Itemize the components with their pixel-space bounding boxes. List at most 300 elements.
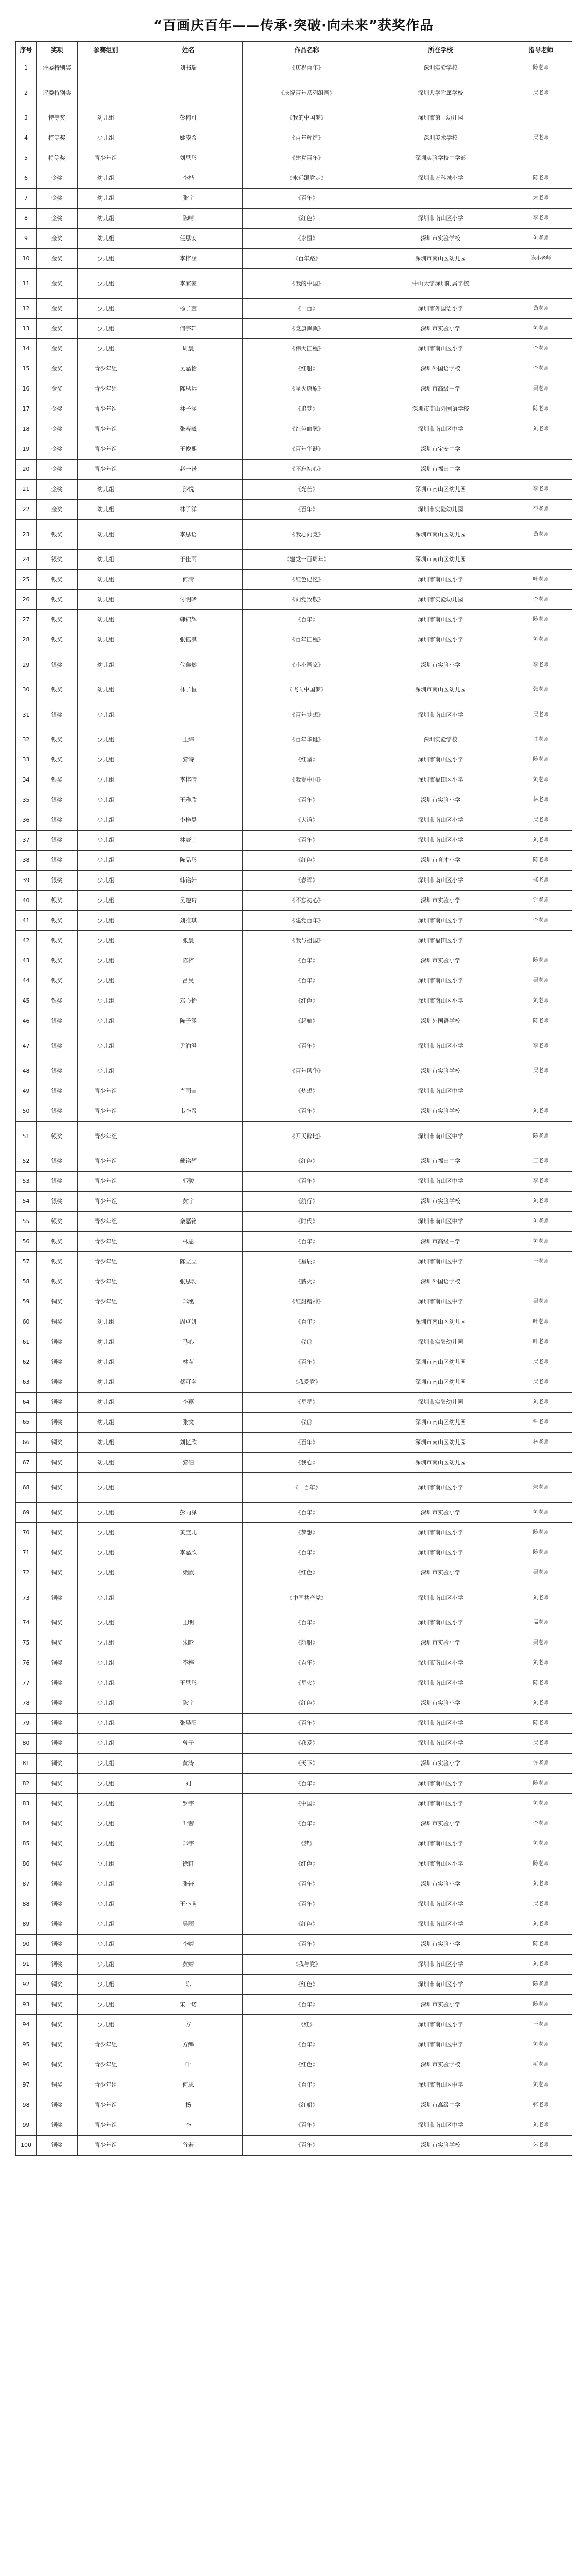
table-row	[16, 1252, 572, 1272]
cell-award: 铜奖	[37, 1714, 78, 1734]
cell-school: 深圳市南山区幼儿园	[371, 1372, 510, 1393]
cell-school: 深圳市南山外国语学校	[371, 399, 510, 419]
cell-award: 银奖	[37, 810, 78, 831]
cell-name: 吕昊	[134, 971, 243, 991]
cell-award: 银奖	[37, 630, 78, 650]
cell-index: 58	[16, 1272, 37, 1292]
cell-index: 84	[16, 1814, 37, 1834]
cell-group: 少儿组	[78, 971, 134, 991]
table-row	[16, 1232, 572, 1252]
table-row	[16, 128, 572, 148]
cell-index: 23	[16, 520, 37, 550]
cell-award: 铜奖	[37, 1653, 78, 1673]
cell-work: 《百年》	[243, 2035, 371, 2055]
cell-name: 戴铭辉	[134, 1151, 243, 1172]
cell-school: 深圳市实验幼儿园	[371, 1393, 510, 1413]
cell-name: 王炜	[134, 730, 243, 750]
cell-work: 《红色》	[243, 2055, 371, 2075]
cell-award: 金奖	[37, 419, 78, 439]
cell-teacher: 陈老师	[510, 399, 572, 419]
cell-school: 深圳市南山区小学	[371, 1543, 510, 1563]
cell-index: 29	[16, 650, 37, 680]
cell-school: 深圳市南山区小学	[371, 570, 510, 590]
cell-teacher: 刘老师	[510, 770, 572, 790]
cell-group: 青少年组	[78, 359, 134, 379]
cell-name: 张若曦	[134, 419, 243, 439]
cell-index: 38	[16, 851, 37, 871]
cell-teacher: 刘老师	[510, 1583, 572, 1613]
cell-group: 青少年组	[78, 1081, 134, 1101]
cell-work: 《伟大征程》	[243, 339, 371, 359]
table-row	[16, 1172, 572, 1192]
cell-award: 银奖	[37, 570, 78, 590]
cell-work: 《百年》	[243, 1031, 371, 1061]
cell-school: 深圳市南山区小学	[371, 630, 510, 650]
cell-group: 少儿组	[78, 1653, 134, 1673]
cell-school: 深圳市南山区中学	[371, 2035, 510, 2055]
cell-teacher: 叶老师	[510, 1312, 572, 1332]
cell-index: 1	[16, 58, 37, 78]
cell-award: 银奖	[37, 1192, 78, 1212]
cell-teacher: 陈老师	[510, 1714, 572, 1734]
table-row	[16, 439, 572, 460]
table-row	[16, 1212, 572, 1232]
table-row	[16, 1503, 572, 1523]
cell-school: 深圳市南山区幼儿园	[371, 1352, 510, 1372]
cell-name: 陈晴	[134, 209, 243, 229]
cell-school: 深圳市外国语小学	[371, 299, 510, 319]
cell-school: 深圳市南山区幼儿园	[371, 249, 510, 269]
cell-name: 韩铭轩	[134, 871, 243, 891]
table-header-row	[16, 42, 572, 58]
cell-award: 银奖	[37, 831, 78, 851]
cell-work: 《薪火》	[243, 1272, 371, 1292]
cell-index: 49	[16, 1081, 37, 1101]
cell-name: 李婷	[134, 1935, 243, 1955]
table-row	[16, 831, 572, 851]
cell-award: 银奖	[37, 750, 78, 770]
cell-teacher: 刘老师	[510, 1955, 572, 1975]
cell-group: 少儿组	[78, 1754, 134, 1774]
cell-award: 铜奖	[37, 1935, 78, 1955]
table-row	[16, 851, 572, 871]
table-row	[16, 1734, 572, 1754]
cell-name: 宋一诺	[134, 1995, 243, 2015]
cell-index: 94	[16, 2015, 37, 2035]
cell-group: 幼儿组	[78, 1352, 134, 1372]
cell-index: 22	[16, 500, 37, 520]
cell-work: 《飞向中国梦》	[243, 680, 371, 700]
cell-teacher: 林老师	[510, 790, 572, 810]
cell-index: 82	[16, 1774, 37, 1794]
cell-index: 85	[16, 1834, 37, 1854]
table-row	[16, 1955, 572, 1975]
cell-index: 32	[16, 730, 37, 750]
table-row	[16, 1995, 572, 2015]
cell-index: 30	[16, 680, 37, 700]
cell-group: 少儿组	[78, 770, 134, 790]
cell-group: 幼儿组	[78, 520, 134, 550]
cell-index: 45	[16, 991, 37, 1011]
table-row	[16, 2095, 572, 2115]
cell-teacher: 刘老师	[510, 1192, 572, 1212]
cell-name: 李家豪	[134, 269, 243, 299]
cell-work: 《百年路》	[243, 249, 371, 269]
table-row	[16, 1101, 572, 1122]
cell-name: 尹泊澄	[134, 1031, 243, 1061]
cell-name: 郑宇	[134, 1834, 243, 1854]
cell-award: 铜奖	[37, 1292, 78, 1312]
cell-group: 青少年组	[78, 2035, 134, 2055]
cell-name: 张思勃	[134, 1272, 243, 1292]
cell-group: 少儿组	[78, 1543, 134, 1563]
cell-work: 《百年》	[243, 1433, 371, 1453]
cell-award: 铜奖	[37, 1473, 78, 1503]
table-row	[16, 1935, 572, 1955]
cell-award: 金奖	[37, 229, 78, 249]
cell-school: 深圳市南山区小学	[371, 1613, 510, 1633]
cell-work: 《百年梦想》	[243, 700, 371, 730]
cell-name: 代鑫然	[134, 650, 243, 680]
cell-name: 王明	[134, 1613, 243, 1633]
cell-school: 深圳市南山区小学	[371, 1734, 510, 1754]
cell-group: 少儿组	[78, 299, 134, 319]
cell-work: 《红星》	[243, 750, 371, 770]
cell-index: 100	[16, 2136, 37, 2156]
page-title: “百画庆百年——传承·突破·向未来”获奖作品	[153, 18, 434, 33]
cell-teacher: 陈老师	[510, 168, 572, 189]
cell-school: 深圳市实验小学	[371, 951, 510, 971]
cell-school: 深圳市实验小学	[371, 1693, 510, 1714]
cell-name: 陈梓	[134, 951, 243, 971]
cell-index: 40	[16, 891, 37, 911]
cell-award: 银奖	[37, 1252, 78, 1272]
cell-work: 《红色》	[243, 851, 371, 871]
cell-index: 28	[16, 630, 37, 650]
cell-teacher	[510, 1272, 572, 1292]
cell-name: 何清	[134, 570, 243, 590]
cell-group: 少儿组	[78, 1061, 134, 1081]
cell-work: 《一百》	[243, 299, 371, 319]
cell-work: 《百年》	[243, 831, 371, 851]
cell-award: 特等奖	[37, 148, 78, 168]
cell-group: 少儿组	[78, 269, 134, 299]
cell-name: 邓心怡	[134, 991, 243, 1011]
cell-work: 《百年》	[243, 1995, 371, 2015]
cell-work: 《红色》	[243, 1914, 371, 1935]
table-row	[16, 1433, 572, 1453]
cell-name: 任思安	[134, 229, 243, 249]
cell-group: 幼儿组	[78, 1413, 134, 1433]
table-row	[16, 2075, 572, 2095]
cell-school: 深圳市南山区幼儿园	[371, 1413, 510, 1433]
cell-index: 26	[16, 590, 37, 610]
cell-index: 47	[16, 1031, 37, 1061]
table-row	[16, 570, 572, 590]
cell-teacher: 李老师	[510, 590, 572, 610]
cell-award: 银奖	[37, 790, 78, 810]
cell-index: 15	[16, 359, 37, 379]
cell-teacher: 吴老师	[510, 1734, 572, 1754]
cell-index: 98	[16, 2095, 37, 2115]
cell-name: 黄宝儿	[134, 1523, 243, 1543]
cell-school: 深圳市南山区中学	[371, 1172, 510, 1192]
cell-teacher: 李老师	[510, 650, 572, 680]
table-body	[16, 58, 572, 2156]
cell-school: 深圳市南山区小学	[371, 1834, 510, 1854]
cell-name: 徐轩	[134, 1854, 243, 1874]
cell-award: 银奖	[37, 1151, 78, 1172]
cell-group: 少儿组	[78, 1714, 134, 1734]
cell-name: 李梓晴	[134, 770, 243, 790]
table-row	[16, 1292, 572, 1312]
cell-index: 43	[16, 951, 37, 971]
table-row	[16, 1874, 572, 1894]
cell-work: 《百年》	[243, 500, 371, 520]
cell-teacher	[510, 269, 572, 299]
cell-work: 《红船精神》	[243, 1292, 371, 1312]
table-row	[16, 810, 572, 831]
cell-group: 少儿组	[78, 339, 134, 359]
cell-award: 铜奖	[37, 2055, 78, 2075]
cell-group: 少儿组	[78, 851, 134, 871]
cell-school: 中山大学深圳附属学校	[371, 269, 510, 299]
table-row	[16, 951, 572, 971]
table-row	[16, 931, 572, 951]
cell-award: 银奖	[37, 1081, 78, 1101]
cell-teacher: 陈老师	[510, 1122, 572, 1151]
cell-award: 金奖	[37, 319, 78, 339]
cell-school: 深圳市宝安中学	[371, 439, 510, 460]
cell-name: 于佳雨	[134, 550, 243, 570]
cell-index: 65	[16, 1413, 37, 1433]
table-row	[16, 630, 572, 650]
cell-index: 86	[16, 1854, 37, 1874]
cell-name: 陈子涵	[134, 1011, 243, 1031]
cell-school: 深圳市南山区小学	[371, 1975, 510, 1995]
cell-group: 少儿组	[78, 1473, 134, 1503]
cell-teacher	[510, 1081, 572, 1101]
cell-name: 李嘉欣	[134, 1543, 243, 1563]
cell-group: 青少年组	[78, 419, 134, 439]
cell-award: 铜奖	[37, 1673, 78, 1693]
cell-teacher: 陈老师	[510, 610, 572, 630]
table-row	[16, 790, 572, 810]
cell-work: 《我心向党》	[243, 520, 371, 550]
cell-award: 银奖	[37, 911, 78, 931]
cell-name: 罗宇	[134, 1794, 243, 1814]
cell-name: 吴雨	[134, 1914, 243, 1935]
cell-name: 张轩	[134, 1874, 243, 1894]
cell-name: 韦李希	[134, 1101, 243, 1122]
cell-award: 铜奖	[37, 1453, 78, 1473]
cell-group: 青少年组	[78, 460, 134, 480]
table-row	[16, 1122, 572, 1151]
cell-name: 彭柯可	[134, 108, 243, 128]
cell-teacher: 李老师	[510, 1031, 572, 1061]
cell-index: 81	[16, 1754, 37, 1774]
cell-work: 《红色》	[243, 1975, 371, 1995]
table-row	[16, 460, 572, 480]
cell-group: 幼儿组	[78, 1372, 134, 1393]
cell-school	[371, 189, 510, 209]
cell-award: 铜奖	[37, 1332, 78, 1352]
table-row	[16, 1754, 572, 1774]
cell-group: 青少年组	[78, 2136, 134, 2156]
cell-school: 深圳市实验学校	[371, 1061, 510, 1081]
header-name: 姓名	[134, 42, 243, 58]
table-row	[16, 520, 572, 550]
cell-school: 深圳市南山区中学	[371, 1081, 510, 1101]
cell-award: 铜奖	[37, 1693, 78, 1714]
cell-name: 付明晞	[134, 590, 243, 610]
table-row	[16, 1774, 572, 1794]
cell-award: 铜奖	[37, 1433, 78, 1453]
cell-award: 铜奖	[37, 1774, 78, 1794]
table-row	[16, 339, 572, 359]
cell-index: 97	[16, 2075, 37, 2095]
cell-award: 银奖	[37, 730, 78, 750]
cell-work: 《红》	[243, 2015, 371, 2035]
cell-award: 金奖	[37, 399, 78, 419]
cell-award: 特等奖	[37, 108, 78, 128]
cell-teacher: 陈老师	[510, 1543, 572, 1563]
cell-index: 4	[16, 128, 37, 148]
cell-name: 刘书瑞	[134, 58, 243, 78]
cell-school: 深圳外国语学校	[371, 1011, 510, 1031]
cell-group: 少儿组	[78, 991, 134, 1011]
cell-work: 《百年》	[243, 1935, 371, 1955]
cell-index: 80	[16, 1734, 37, 1754]
cell-teacher: 刘老师	[510, 2115, 572, 2136]
cell-name: 方鳞	[134, 2035, 243, 2055]
cell-group: 幼儿组	[78, 1332, 134, 1352]
cell-index: 64	[16, 1393, 37, 1413]
cell-school: 深圳市实验学校	[371, 2136, 510, 2156]
cell-work: 《光芒》	[243, 480, 371, 500]
table-row	[16, 590, 572, 610]
cell-teacher: 刘老师	[510, 2035, 572, 2055]
cell-teacher: 陈老师	[510, 1995, 572, 2015]
cell-work: 《百年》	[243, 1312, 371, 1332]
cell-index: 46	[16, 1011, 37, 1031]
cell-school: 深圳市高级中学	[371, 1232, 510, 1252]
cell-award: 铜奖	[37, 1583, 78, 1613]
cell-school: 深圳市实验学校	[371, 2055, 510, 2075]
cell-teacher: 钟老师	[510, 891, 572, 911]
cell-school: 深圳市实验小学	[371, 891, 510, 911]
cell-teacher: 陈小老师	[510, 249, 572, 269]
cell-group: 幼儿组	[78, 209, 134, 229]
cell-teacher	[510, 439, 572, 460]
cell-group: 少儿组	[78, 790, 134, 810]
cell-name: 陈品彤	[134, 851, 243, 871]
cell-name: 张晨	[134, 931, 243, 951]
cell-teacher: 许老师	[510, 730, 572, 750]
cell-group: 幼儿组	[78, 1433, 134, 1453]
cell-work: 《大道》	[243, 810, 371, 831]
cell-work: 《我与党》	[243, 1955, 371, 1975]
cell-school: 深圳市南山区小学	[371, 1653, 510, 1673]
cell-name: 李梓	[134, 1653, 243, 1673]
cell-index: 44	[16, 971, 37, 991]
cell-work: 《航船》	[243, 1633, 371, 1653]
cell-award: 铜奖	[37, 1312, 78, 1332]
cell-group: 幼儿组	[78, 500, 134, 520]
cell-index: 41	[16, 911, 37, 931]
cell-teacher: 李老师	[510, 1172, 572, 1192]
cell-award: 铜奖	[37, 1523, 78, 1543]
cell-teacher: 刘老师	[510, 1393, 572, 1413]
cell-name: 黄涛	[134, 1754, 243, 1774]
cell-name: 李思语	[134, 520, 243, 550]
cell-index: 17	[16, 399, 37, 419]
cell-index: 90	[16, 1935, 37, 1955]
cell-work: 《中国共产党》	[243, 1583, 371, 1613]
cell-school: 深圳市南山区小学	[371, 700, 510, 730]
cell-name: 陈宇	[134, 1693, 243, 1714]
table-row	[16, 1914, 572, 1935]
cell-award: 铜奖	[37, 1914, 78, 1935]
cell-group: 青少年组	[78, 1101, 134, 1122]
cell-work: 《红船》	[243, 2095, 371, 2115]
cell-group: 少儿组	[78, 1503, 134, 1523]
cell-group: 少儿组	[78, 931, 134, 951]
cell-school: 深圳市南山区小学	[371, 339, 510, 359]
cell-teacher: 刘老师	[510, 229, 572, 249]
cell-award: 铜奖	[37, 1393, 78, 1413]
cell-work: 《建党一百周年》	[243, 550, 371, 570]
cell-name: 刘	[134, 1774, 243, 1794]
cell-teacher: 吴老师	[510, 1372, 572, 1393]
cell-index: 74	[16, 1613, 37, 1633]
cell-work: 《我爱党》	[243, 1372, 371, 1393]
cell-group: 少儿组	[78, 1894, 134, 1914]
cell-group: 少儿组	[78, 1583, 134, 1613]
cell-index: 72	[16, 1563, 37, 1583]
cell-work: 《起航》	[243, 1011, 371, 1031]
table-row	[16, 299, 572, 319]
cell-award: 金奖	[37, 480, 78, 500]
header-school: 所在学校	[371, 42, 510, 58]
cell-school: 深圳市南山区小学	[371, 1673, 510, 1693]
cell-group: 青少年组	[78, 1122, 134, 1151]
cell-school: 深圳市第一幼儿园	[371, 108, 510, 128]
cell-name	[134, 78, 243, 108]
cell-school: 深圳市南山区小学	[371, 1523, 510, 1543]
cell-school: 深圳市南山区小学	[371, 1854, 510, 1874]
cell-group: 少儿组	[78, 1874, 134, 1894]
cell-work: 《不忘初心》	[243, 460, 371, 480]
cell-award: 铜奖	[37, 1854, 78, 1874]
cell-group: 少儿组	[78, 1794, 134, 1814]
cell-award: 铜奖	[37, 1874, 78, 1894]
table-row	[16, 700, 572, 730]
cell-work: 《星火》	[243, 1673, 371, 1693]
cell-group: 幼儿组	[78, 630, 134, 650]
cell-school: 深圳市南山区小学	[371, 2015, 510, 2035]
cell-index: 3	[16, 108, 37, 128]
cell-teacher: 张老师	[510, 2095, 572, 2115]
cell-name: 周晨	[134, 339, 243, 359]
cell-index: 68	[16, 1473, 37, 1503]
cell-name: 吴楚珩	[134, 891, 243, 911]
cell-award: 铜奖	[37, 1352, 78, 1372]
cell-school: 深圳市南山区幼儿园	[371, 1312, 510, 1332]
cell-name: 林子洋	[134, 500, 243, 520]
cell-index: 16	[16, 379, 37, 399]
cell-school: 深圳市南山区中学	[371, 1252, 510, 1272]
